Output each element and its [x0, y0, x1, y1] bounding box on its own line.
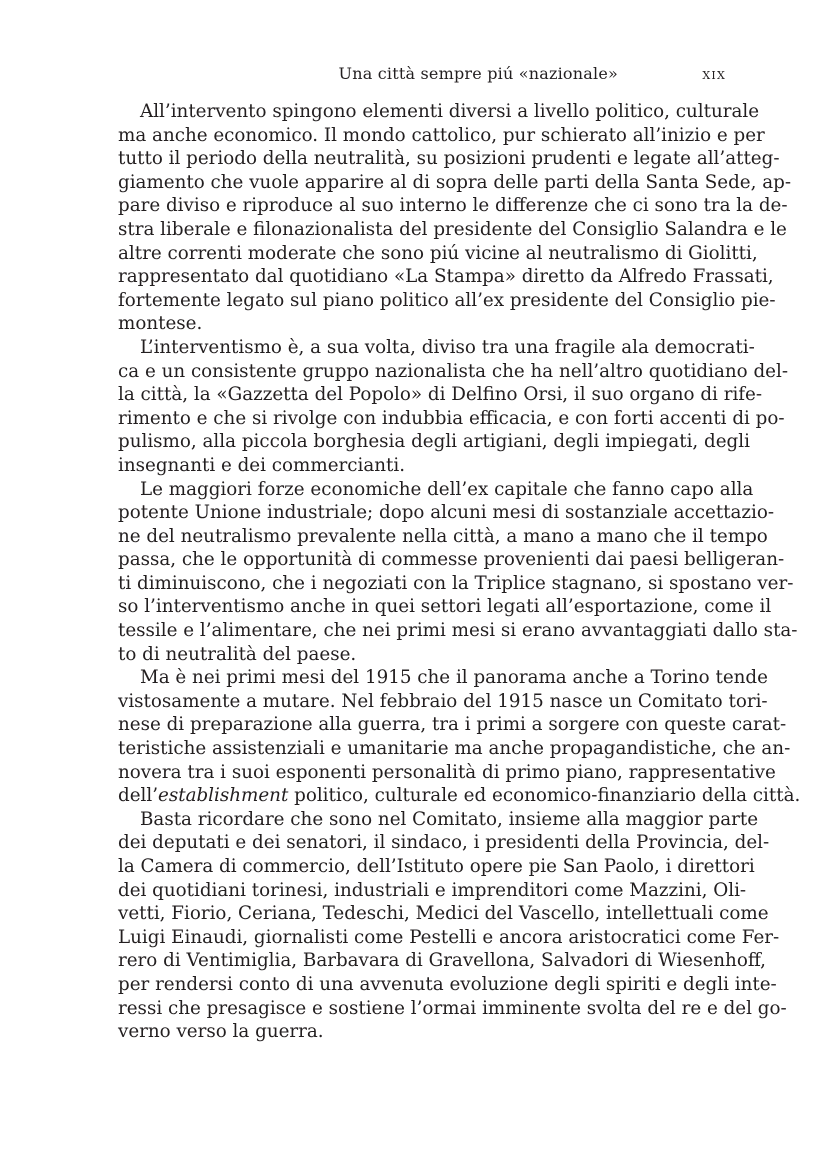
text-line: nese di preparazione alla guerra, tra i primi a sorgere con queste carat- — [118, 714, 787, 736]
running-head — [118, 64, 726, 88]
text-line: ressi che presagisce e sostiene l’ormai imminente svolta del re e del go- — [118, 997, 787, 1019]
page-number: xix — [702, 64, 726, 83]
paragraph-1 — [118, 100, 792, 336]
text-line: pare diviso e riproduce al suo interno le differenze che ci sono tra la de- — [118, 195, 788, 217]
text-line: teristiche assistenziali e umanitarie ma anche propagandistiche, che an- — [118, 738, 791, 760]
text-line: pulismo, alla piccola borghesia degli artigiani, degli impiegati, degli — [118, 431, 750, 453]
paragraph-3 — [118, 478, 798, 667]
text-line: stra liberale e filonazionalista del presidente del Consiglio Salandra e le — [118, 218, 787, 240]
text-line: rero di Ventimiglia, Barbavara di Gravellona, Salvadori di Wiesenhoff, — [118, 950, 766, 972]
text-line: L’interventismo è, a sua volta, diviso tra una fragile ala democrati- — [140, 336, 755, 358]
text-line: ne del neutralismo prevalente nella città, a mano a mano che il tempo — [118, 525, 768, 547]
text-line: potente Unione industriale; dopo alcuni mesi di sostanziale accettazio- — [118, 502, 775, 524]
text-line: verno verso la guerra. — [118, 1021, 324, 1043]
text-line: Le maggiori forze economiche dell’ex capitale che fanno capo alla — [140, 478, 754, 500]
text-line: ca e un consistente gruppo nazionalista che ha nell’altro quotidiano del- — [118, 360, 789, 382]
text-line — [118, 784, 801, 808]
text-line: altre correnti moderate che sono piú vicine al neutralismo di Giolitti, — [118, 242, 758, 264]
text-line: vetti, Fiorio, Ceriana, Tedeschi, Medici del Vascello, intellettuali come — [118, 903, 769, 925]
text-line: rappresentato dal quotidiano «La Stampa» diretto da Alfredo Frassati, — [118, 266, 774, 288]
text-span: politico, culturale ed economico-finanziario della città. — [288, 785, 801, 807]
paragraph-5 — [118, 808, 787, 1044]
text-line: la Camera di commercio, dell’Istituto opere pie San Paolo, i direttori — [118, 856, 755, 877]
text-line: la città, la «Gazzetta del Popolo» di Delfino Orsi, il suo organo di rife- — [118, 384, 763, 406]
text-line: vistosamente a mutare. Nel febbraio del 1915 nasce un Comitato tori- — [118, 690, 768, 712]
text-line: All’intervento spingono elementi diversi a livello politico, culturale — [140, 101, 760, 122]
text-line: fortemente legato sul piano politico all’ex presidente del Consiglio pie- — [118, 289, 776, 311]
text-line: dei deputati e dei senatori, il sindaco, i presidenti della Provincia, del- — [118, 832, 770, 854]
text-line: Basta ricordare che sono nel Comitato, insieme alla maggior parte — [140, 808, 759, 830]
running-head-title: Una città sempre piú «nazionale» — [338, 64, 618, 83]
paragraph-4 — [118, 666, 801, 808]
italic-term: establishment — [158, 785, 289, 807]
body-text — [118, 100, 801, 1044]
text-line: to di neutralità del paese. — [118, 643, 357, 665]
text-line: so l’interventismo anche in quei settori legati all’esportazione, come il — [118, 596, 772, 618]
text-line: tessile e l’alimentare, che nei primi mesi si erano avvantaggiati dallo sta- — [118, 620, 798, 642]
text-line: insegnanti e dei commercianti. — [118, 454, 406, 476]
text-line: ti diminuiscono, che i negoziati con la Triplice stagnano, si spostano ver- — [118, 572, 794, 594]
text-line: passa, che le opportunità di commesse provenienti dai paesi belligeran- — [118, 549, 785, 571]
text-line: dei quotidiani torinesi, industriali e imprenditori come Mazzini, Oli- — [118, 879, 747, 901]
text-line: rimento e che si rivolge con indubbia efficacia, e con forti accenti di po- — [118, 407, 785, 429]
text-line: per rendersi conto di una avvenuta evoluzione degli spiriti e degli inte- — [118, 973, 777, 995]
text-line: tutto il periodo della neutralità, su posizioni prudenti e legate all’atteg- — [118, 148, 780, 170]
text-line: montese. — [118, 313, 203, 335]
text-line: Luigi Einaudi, giornalisti come Pestelli e ancora aristocratici come Fer- — [118, 926, 780, 948]
text-line: giamento che vuole apparire al di sopra delle parti della Santa Sede, ap- — [118, 171, 792, 193]
text-span: dell’ — [118, 785, 159, 807]
text-line: Ma è nei primi mesi del 1915 che il panorama anche a Torino tende — [140, 667, 768, 689]
paragraph-2 — [118, 336, 789, 478]
text-line: novera tra i suoi esponenti personalità di primo piano, rappresentative — [118, 761, 776, 783]
text-line: ma anche economico. Il mondo cattolico, pur schierato all’inizio e per — [118, 124, 765, 146]
